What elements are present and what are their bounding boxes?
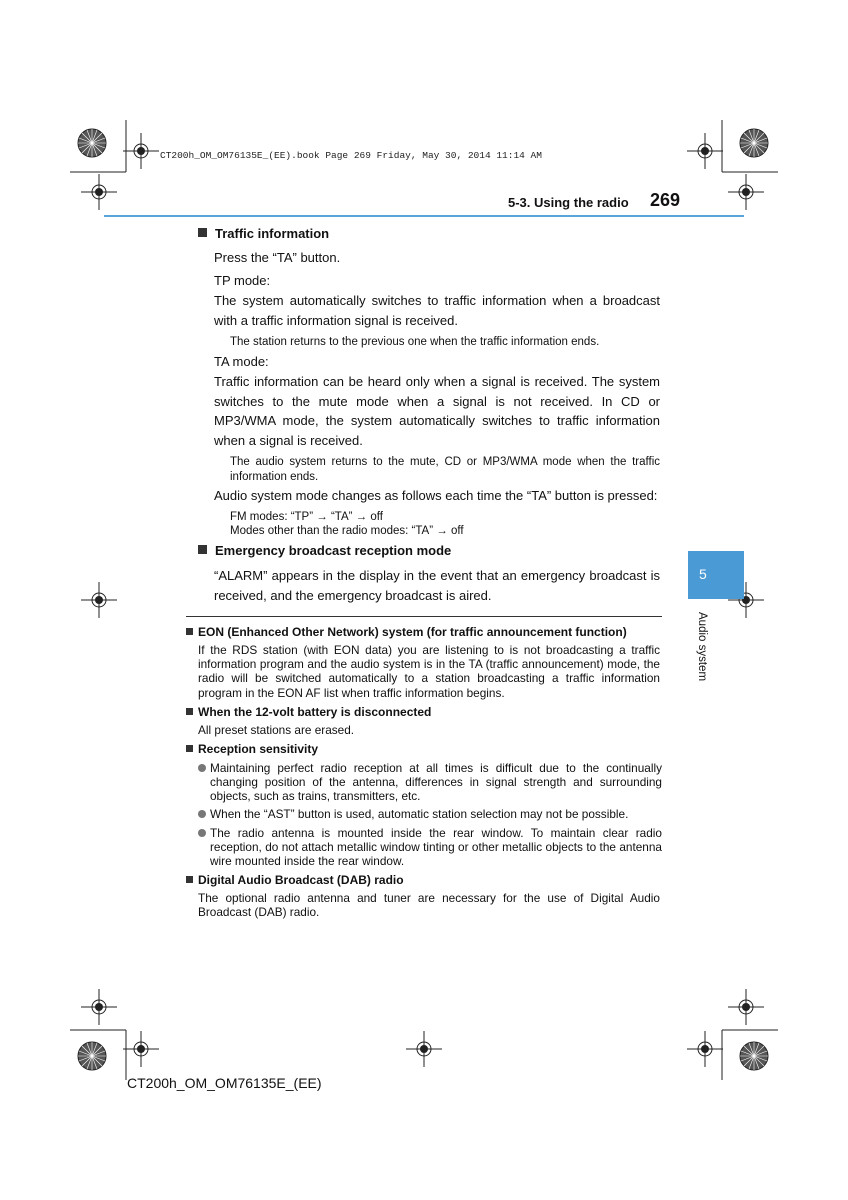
list-item: When the “AST” button is used, automatic station selection may not be possible. [198,807,662,821]
list-item: Maintaining perfect radio reception at all times is difficult due to the continually changing position of the antenna, differences in signal strength and surrounding objects, such as trains, transmitters, etc. [198,761,662,804]
dab-text: The optional radio antenna and tuner are necessary for the use of Digital Audio Broadcast (DAB) radio. [198,891,660,920]
footer-code: CT200h_OM_OM76135E_(EE) [127,1075,322,1091]
bullet-dot-icon [198,810,206,818]
square-bullet-icon [198,545,207,554]
battery-heading: When the 12-volt battery is disconnected [186,705,431,719]
bullet-dot-icon [198,829,206,837]
print-info-line: CT200h_OM_OM76135E_(EE).book Page 269 Friday, May 30, 2014 11:14 AM [160,150,542,161]
eon-text: If the RDS station (with EON data) you are listening to is not broadcasting a traffic information program and the audio system is in the TA (traffic announcement) mode, the radio will be switched automatically to a station broadcasting a traffic information program in the EON AF list when traffic information begins. [198,643,660,700]
tp-mode-label: TP mode: [214,273,271,288]
header-rule [104,215,744,217]
square-bullet-icon [186,876,193,883]
mode-change-text: Audio system mode changes as follows each time the “TA” button is pressed: [214,488,658,503]
other-modes: Modes other than the radio modes: “TA” → off [230,525,464,537]
reception-heading: Reception sensitivity [186,742,318,756]
list-item: The radio antenna is mounted inside the rear window. To maintain clear radio reception, do not attach metallic window tinting or other metallic objects to the antenna wire mounted inside the rear window. [198,826,662,869]
eon-heading: EON (Enhanced Other Network) system (for traffic announcement function) [186,625,627,639]
battery-text: All preset stations are erased. [198,723,355,737]
chapter-label-container [692,612,712,702]
ta-mode-label: TA mode: [214,354,269,369]
bullet-dot-icon [198,764,206,772]
section-title: 5-3. Using the radio [508,195,629,210]
chapter-tab [688,551,744,599]
section-divider [186,616,662,617]
dab-heading: Digital Audio Broadcast (DAB) radio [186,873,404,887]
emergency-heading: Emergency broadcast reception mode [198,543,451,558]
ta-mode-text: Traffic information can be heard only when a signal is received. The system switches to the mute mode when a signal is not received. In CD or MP3/WMA mode, the system automatically switches to traffic information when a signal is received. [214,374,660,448]
emergency-text: “ALARM” appears in the display in the event that an emergency broadcast is received, and the emergency broadcast is aired. [214,568,660,603]
tp-mode-note: The station returns to the previous one when the traffic information ends. [230,336,600,348]
traffic-press: Press the “TA” button. [214,250,341,265]
chapter-label: Audio system [696,612,708,682]
fm-modes: FM modes: “TP” → “TA” → off [230,511,383,523]
tp-mode-text: The system automatically switches to traffic information when a broadcast with a traffic information signal is received. [214,293,660,328]
chapter-number: 5 [699,566,707,582]
ta-mode-note: The audio system returns to the mute, CD or MP3/WMA mode when the traffic information ends. [230,456,660,483]
square-bullet-icon [186,628,193,635]
page-number: 269 [650,190,681,210]
square-bullet-icon [186,745,193,752]
square-bullet-icon [198,228,207,237]
traffic-heading: Traffic information [198,226,329,241]
square-bullet-icon [186,708,193,715]
